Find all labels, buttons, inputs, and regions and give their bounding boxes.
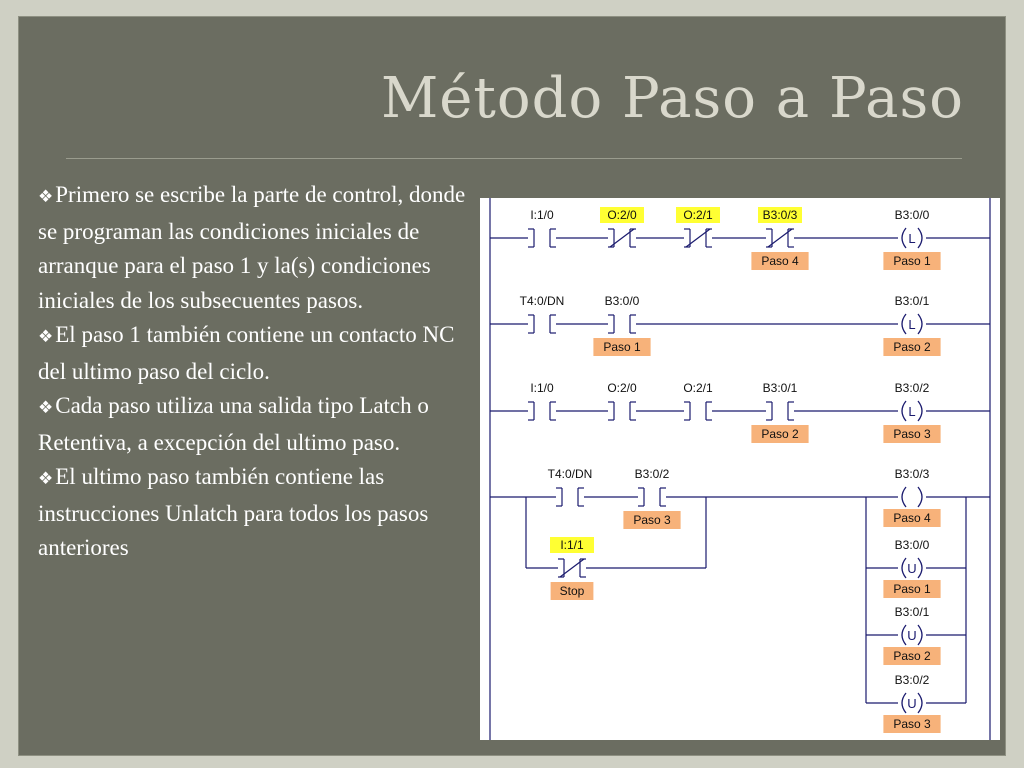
bullet-item (38, 389, 478, 460)
coil-address: B3:0/0 (894, 208, 930, 222)
coil-symbol: L (908, 317, 916, 332)
bullet-list (38, 178, 478, 566)
coil-address: B3:0/3 (894, 467, 930, 481)
coil-symbol: U (907, 561, 917, 576)
contact-address: O:2/0 (607, 381, 637, 395)
comment-label: Paso 4 (893, 511, 931, 525)
coil-right-arc (918, 314, 922, 334)
comment-label: Paso 4 (761, 254, 799, 268)
coil-address: B3:0/2 (894, 673, 930, 687)
comment-label: Stop (559, 584, 585, 598)
contact-address: B3:0/2 (634, 467, 670, 481)
coil-right-arc (918, 487, 922, 507)
coil-symbol: L (908, 404, 916, 419)
contact-address: O:2/1 (683, 381, 713, 395)
comment-label: Paso 2 (893, 340, 931, 354)
comment-label: Paso 1 (893, 254, 931, 268)
comment-label: Paso 2 (761, 427, 799, 441)
bullet-item (38, 178, 478, 318)
coil-right-arc (918, 625, 922, 645)
contact-address: B3:0/0 (604, 294, 640, 308)
contact-address: O:2/1 (683, 208, 713, 222)
bullet-text: Primero se escribe la parte de control, donde se programan las condiciones iniciales de arranque para el paso 1 y la(s) condiciones iniciales de los subsecuentes pasos. (38, 182, 466, 313)
comment-label: Paso 1 (603, 340, 641, 354)
comment-label: Paso 3 (893, 427, 931, 441)
bullet-item (38, 460, 478, 566)
coil-right-arc (918, 693, 922, 713)
contact-address: I:1/0 (530, 208, 554, 222)
ladder-diagram-svg (480, 198, 1000, 740)
coil-address: B3:0/1 (894, 605, 930, 619)
contact-address: I:1/1 (560, 538, 584, 552)
contact-address: B3:0/3 (762, 208, 798, 222)
coil-right-arc (918, 558, 922, 578)
coil-symbol: U (907, 696, 917, 711)
page-title: Método Paso a Paso (380, 66, 964, 131)
coil-left-arc (902, 401, 906, 421)
coil-left-arc (902, 314, 906, 334)
comment-label: Paso 3 (893, 717, 931, 731)
coil-left-arc (902, 625, 906, 645)
ladder-diagram (480, 198, 1000, 740)
comment-label: Paso 1 (893, 582, 931, 596)
contact-address: T4:0/DN (547, 467, 593, 481)
bullet-item (38, 318, 478, 389)
coil-address: B3:0/0 (894, 538, 930, 552)
contact-address: T4:0/DN (519, 294, 565, 308)
contact-address: B3:0/1 (762, 381, 798, 395)
title-divider (66, 158, 962, 159)
coil-left-arc (902, 558, 906, 578)
coil-address: B3:0/2 (894, 381, 930, 395)
coil-address: B3:0/1 (894, 294, 930, 308)
coil-symbol: L (908, 231, 916, 246)
contact-address: O:2/0 (607, 208, 637, 222)
diamond-bullet-icon: ❖ (38, 327, 54, 346)
bullet-text: El paso 1 también contiene un contacto NC del ultimo paso del ciclo. (38, 322, 455, 384)
diamond-bullet-icon: ❖ (38, 469, 54, 488)
bullet-text: El ultimo paso también contiene las instrucciones Unlatch para todos los pasos anteriores (38, 464, 429, 560)
coil-left-arc (902, 228, 906, 248)
coil-symbol: U (907, 628, 917, 643)
bullet-text: Cada paso utiliza una salida tipo Latch o Retentiva, a excepción del ultimo paso. (38, 393, 429, 455)
contact-address: I:1/0 (530, 381, 554, 395)
comment-label: Paso 2 (893, 649, 931, 663)
coil-right-arc (918, 401, 922, 421)
comment-label: Paso 3 (633, 513, 671, 527)
coil-right-arc (918, 228, 922, 248)
coil-left-arc (902, 487, 906, 507)
diamond-bullet-icon: ❖ (38, 187, 54, 206)
coil-left-arc (902, 693, 906, 713)
diamond-bullet-icon: ❖ (38, 398, 54, 417)
